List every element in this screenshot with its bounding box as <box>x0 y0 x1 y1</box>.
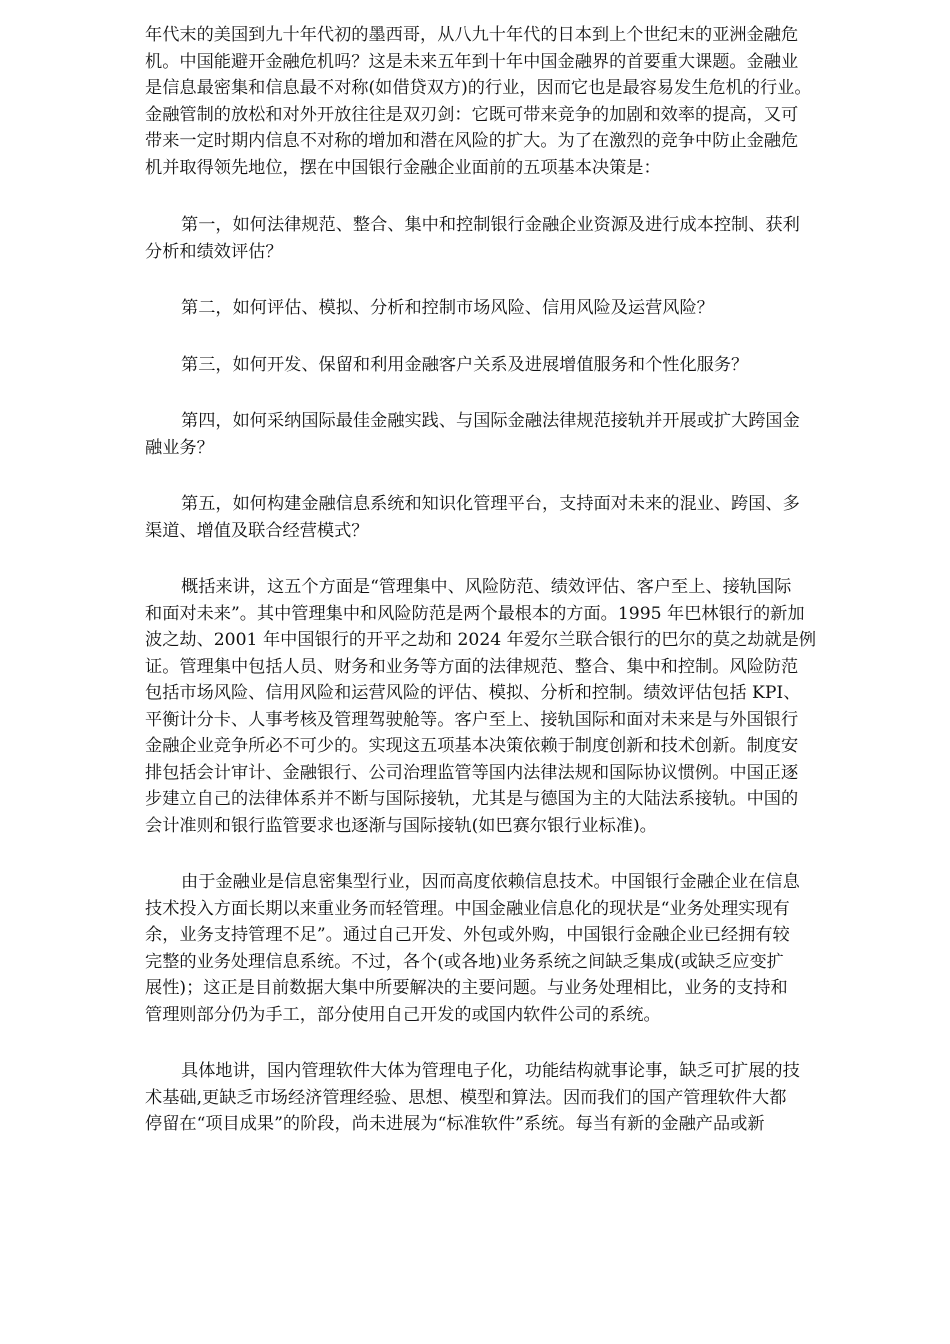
paragraph-decision-4 <box>145 408 885 461</box>
text-line-continued: 展性)；这正是目前数据大集中所要解决的主要问题。与业务处理相比，业务的支持和 <box>145 978 788 998</box>
text-line-continued: 平衡计分卡、人事考核及管理驾驶舱等。客户至上、接轨国际和面对未来是与外国银行 <box>145 709 799 730</box>
paragraph-domestic-software <box>145 1058 885 1138</box>
paragraph-decision-3 <box>145 352 885 379</box>
text-line: 机。中国能避开金融危机吗？这是未来五年到十年中国金融界的首要重大课题。金融业 <box>145 51 799 72</box>
text-line: 由于金融业是信息密集型行业，因而高度依赖信息技术。中国银行金融企业在信息 <box>181 872 800 892</box>
text-line: 第五，如何构建金融信息系统和知识化管理平台，支持面对未来的混业、跨国、多 <box>181 494 800 514</box>
text-line-continued: 金融企业竞争所必不可少的。实现这五项基本决策依赖于制度创新和技术创新。制度安 <box>145 736 799 756</box>
paragraph-summary <box>145 574 885 839</box>
text-line-continued: 术基础,更缺乏市场经济管理经验、思想、模型和算法。因而我们的国产管理软件大都 <box>145 1087 787 1108</box>
text-line-continued: 步建立自己的法律体系并不断与国际接轨，尤其是与德国为主的大陆法系接轨。中国的 <box>145 789 799 809</box>
text-line-continued: 证。管理集中包括人员、财务和业务等方面的法律规范、整合、集中和控制。风险防范 <box>145 656 799 677</box>
text-line: 具体地讲，国内管理软件大体为管理电子化，功能结构就事论事，缺乏可扩展的技 <box>181 1061 800 1081</box>
text-line: 第四，如何采纳国际最佳金融实践、与国际金融法律规范接轨并开展或扩大跨国金 <box>181 411 800 431</box>
text-line: 第二，如何评估、模拟、分析和控制市场风险、信用风险及运营风险？ <box>181 298 714 318</box>
text-line: 是信息最密集和信息最不对称(如借贷双方)的行业，因而它也是最容易发生危机的行业。 <box>145 78 812 98</box>
text-line-continued: 渠道、增值及联合经营模式？ <box>145 520 369 541</box>
text-line: 年代末的美国到九十年代初的墨西哥，从八九十年代的日本到上个世纪末的亚洲金融危 <box>145 25 799 45</box>
paragraph-intro <box>145 22 885 181</box>
paragraph-decision-1 <box>145 212 885 265</box>
text-line-continued: 和面对未来”。其中管理集中和风险防范是两个最根本的方面。1995 年巴林银行的新加 <box>145 603 805 624</box>
paragraph-decision-2 <box>145 295 885 322</box>
text-line-continued: 分析和绩效评估？ <box>145 241 283 262</box>
paragraph-decision-5 <box>145 491 885 544</box>
text-line-continued: 排包括会计审计、金融银行、公司治理监管等国内法律法规和国际协议惯例。中国正逐 <box>145 762 799 783</box>
text-line-continued: 技术投入方面长期以来重业务而轻管理。中国金融业信息化的现状是“业务处理实现有 <box>145 898 790 919</box>
document-page <box>145 22 885 1168</box>
text-line: 金融管制的放松和对外开放往往是双刃剑：它既可带来竞争的加剧和效率的提高，又可 <box>145 104 799 125</box>
text-line-continued: 波之劫、2001 年中国银行的开平之劫和 2024 年爱尔兰联合银行的巴尔的莫之劫就是例 <box>145 630 817 650</box>
text-line-continued: 停留在“项目成果”的阶段，尚未进展为“标准软件”系统。每当有新的金融产品或新 <box>145 1114 765 1134</box>
text-line-continued: 完整的业务处理信息系统。不过，各个(或各地)业务系统之间缺乏集成(或缺乏应变扩 <box>145 951 784 972</box>
text-line-continued: 包括市场风险、信用风险和运营风险的评估、模拟、分析和控制。绩效评估包括 KPI、 <box>145 683 801 703</box>
text-line: 第一，如何法律规范、整合、集中和控制银行金融企业资源及进行成本控制、获利 <box>181 215 800 235</box>
paragraph-information-technology <box>145 869 885 1028</box>
text-line: 机并取得领先地位，摆在中国银行金融企业面前的五项基本决策是： <box>145 157 661 178</box>
text-line: 概括来讲，这五个方面是“管理集中、风险防范、绩效评估、客户至上、接轨国际 <box>181 577 792 597</box>
text-line-continued: 管理则部分仍为手工，部分使用自己开发的或国内软件公司的系统。 <box>145 1004 661 1025</box>
text-line-continued: 融业务？ <box>145 437 214 458</box>
text-line-continued: 会计准则和银行监管要求也逐渐与国际接轨(如巴赛尔银行业标准)。 <box>145 815 657 836</box>
text-line: 带来一定时期内信息不对称的增加和潜在风险的扩大。为了在激烈的竞争中防止金融危 <box>145 131 799 151</box>
text-line: 第三，如何开发、保留和利用金融客户关系及进展增值服务和个性化服务？ <box>181 354 749 375</box>
text-line-continued: 余，业务支持管理不足”。通过自己开发、外包或外购，中国银行金融企业已经拥有较 <box>145 925 790 945</box>
